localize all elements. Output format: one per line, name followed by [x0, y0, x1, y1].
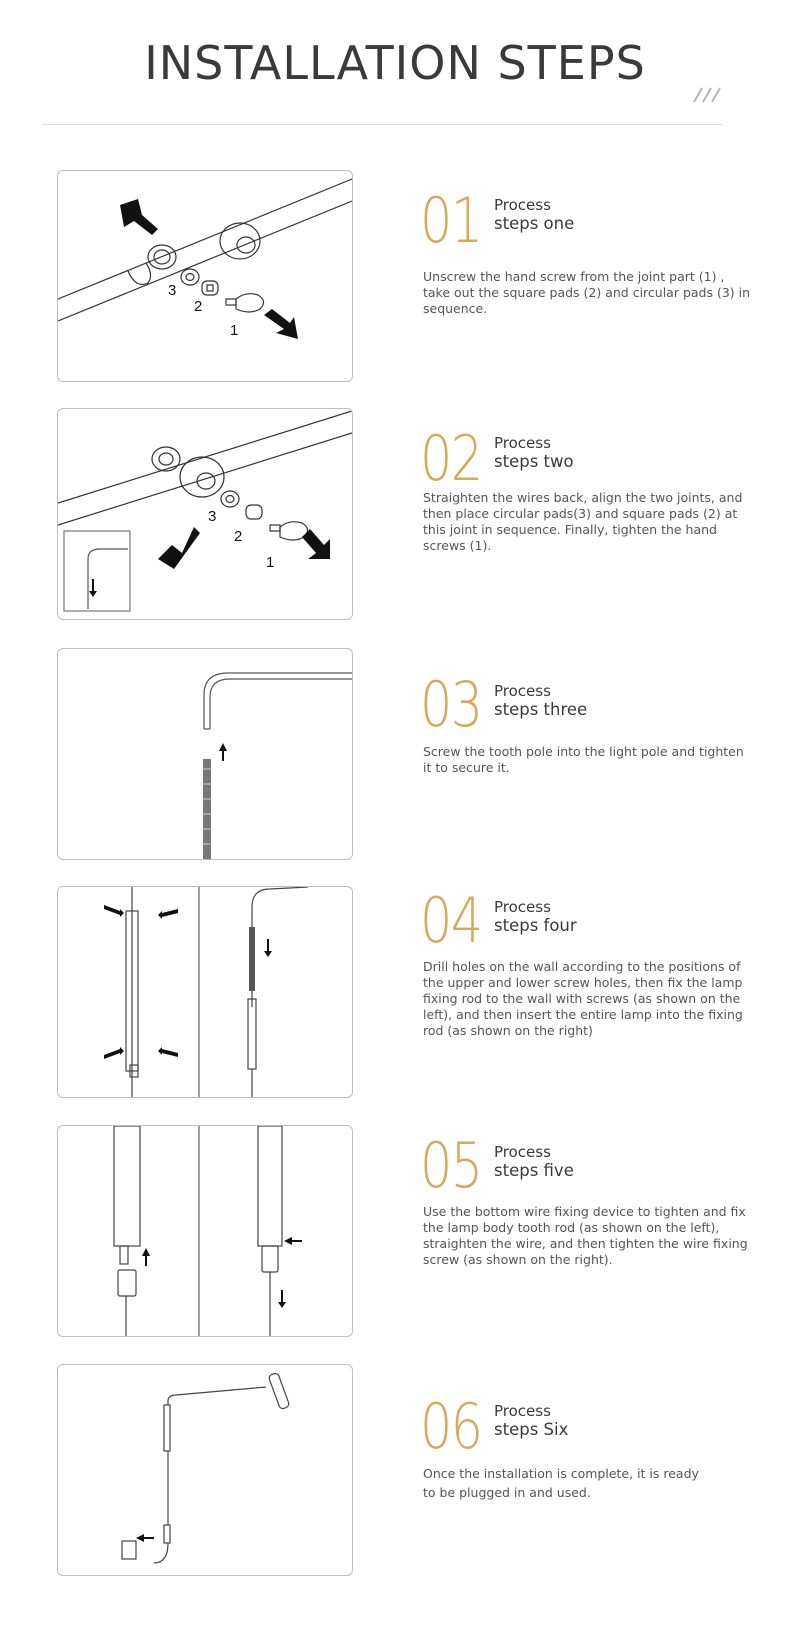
step-label-bottom: steps four	[494, 916, 577, 935]
step-label-top: Process	[494, 682, 551, 700]
step-5	[0, 1125, 790, 1337]
step-number: 01	[420, 184, 482, 257]
fig-label-2: 2	[234, 528, 243, 545]
step-heading	[494, 434, 574, 471]
step-description: Screw the tooth pole into the light pole and tighten it to secure it.	[423, 744, 744, 775]
step-6-illustration	[57, 1364, 353, 1576]
slash-decoration-icon	[692, 84, 726, 104]
joint-assembly-illustration	[58, 409, 352, 619]
tooth-pole-illustration	[58, 649, 352, 859]
step-label-bottom: steps one	[494, 214, 575, 233]
step-3-illustration	[57, 648, 353, 860]
fig-label-2: 2	[194, 298, 203, 315]
step-label-top: Process	[494, 898, 551, 916]
joint-disassembly-illustration	[58, 171, 352, 381]
step-2-illustration	[57, 408, 353, 620]
step-heading	[494, 196, 574, 233]
step-description: Once the installation is complete, it is ready to be plugged in and used.	[423, 1466, 699, 1500]
step-heading	[494, 1402, 568, 1439]
step-label-bottom: steps three	[494, 700, 588, 719]
step-number: 04	[420, 884, 482, 957]
wall-mount-illustration	[58, 887, 352, 1097]
step-label-top: Process	[494, 1143, 551, 1161]
step-description: Straighten the wires back, align the two joints, and then place circular pads(3) and square pads (2) at this joint in sequence. Finally, tighten the hand screws (1).	[423, 490, 743, 553]
finished-lamp-illustration	[58, 1365, 352, 1575]
step-description: Use the bottom wire fixing device to tighten and fix the lamp body tooth rod (as shown on the left), straighten the wire, and then tighten the wire fixing screw (as shown on the right).	[423, 1204, 748, 1267]
step-number: 03	[420, 668, 482, 741]
fig-label-1: 1	[266, 554, 275, 571]
step-number: 02	[420, 422, 482, 495]
fig-label-3: 3	[168, 282, 177, 299]
page-title: INSTALLATION STEPS	[144, 36, 646, 90]
step-4-illustration	[57, 886, 353, 1098]
step-label-top: Process	[494, 434, 551, 452]
step-description: Unscrew the hand screw from the joint part (1) , take out the square pads (2) and circular pads (3) in sequence.	[423, 269, 751, 316]
step-5-illustration	[57, 1125, 353, 1337]
step-heading	[494, 1143, 574, 1180]
step-3	[0, 648, 790, 860]
step-label-bottom: steps five	[494, 1161, 574, 1180]
step-1-illustration	[57, 170, 353, 382]
step-4	[0, 886, 790, 1098]
step-heading	[494, 898, 577, 935]
fig-label-1: 1	[230, 322, 239, 339]
fig-label-3: 3	[208, 508, 217, 525]
step-6	[0, 1364, 790, 1576]
step-number: 05	[420, 1129, 482, 1202]
step-description: Drill holes on the wall according to the positions of the upper and lower screw holes, then fix the lamp fixing rod to the wall with screws (as shown on the left), and then insert the entire lamp into the fixing rod (as shown on the right)	[423, 959, 743, 1038]
step-label-bottom: steps two	[494, 452, 574, 471]
wire-fixing-illustration	[58, 1126, 352, 1336]
step-1	[0, 170, 790, 382]
header-divider	[42, 124, 722, 125]
step-label-top: Process	[494, 196, 551, 214]
step-heading	[494, 682, 587, 719]
step-label-top: Process	[494, 1402, 551, 1420]
step-2	[0, 408, 790, 620]
step-number: 06	[420, 1390, 482, 1463]
step-label-bottom: steps Six	[494, 1420, 569, 1439]
